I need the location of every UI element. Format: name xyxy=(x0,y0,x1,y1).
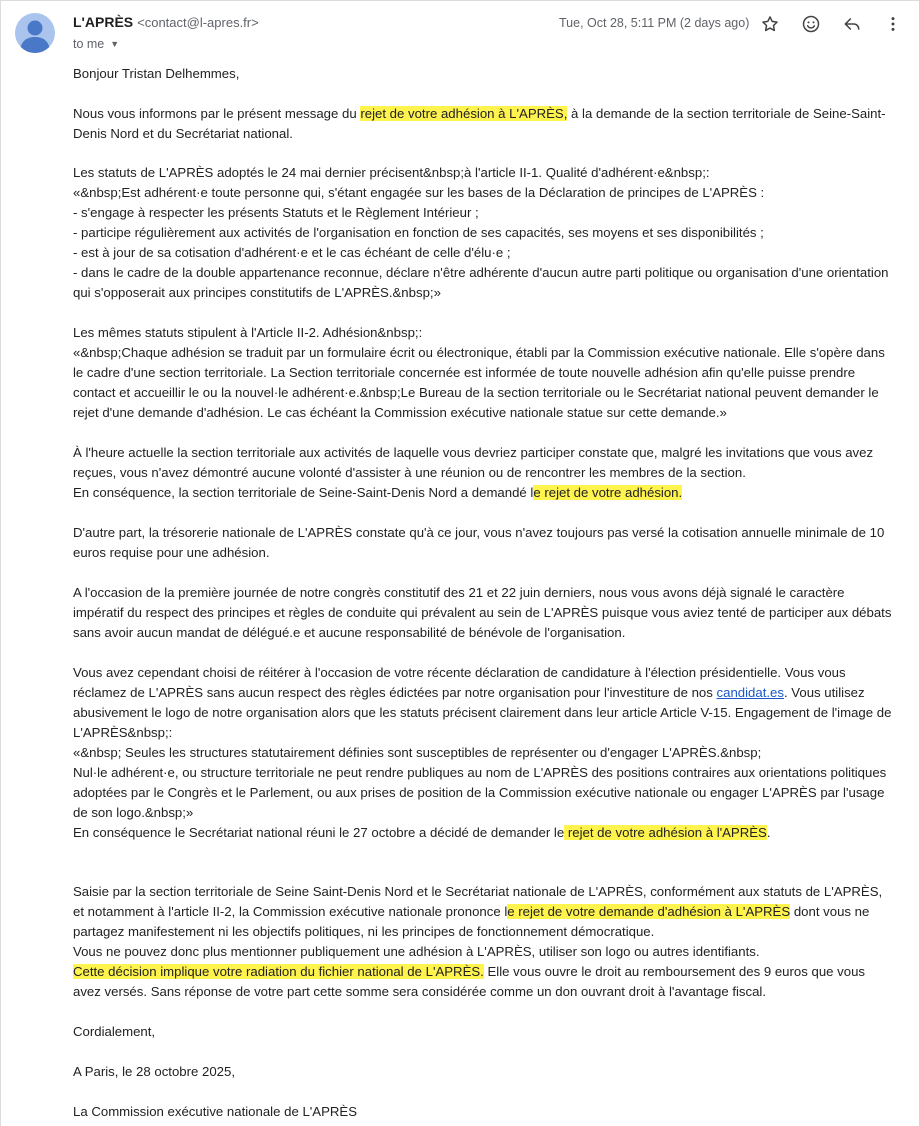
closing: Cordialement, xyxy=(73,1024,156,1039)
emoji-reaction-icon[interactable] xyxy=(799,12,823,36)
text-line: abusivement le logo de notre organisation alors que les statuts précisent clairement dans leur article Article V-15. Engagement de l'image de xyxy=(73,705,892,720)
sender-avatar[interactable] xyxy=(15,13,55,53)
text-line: avez versés. Sans réponse de votre part cette somme sera considérée comme un don ouvrant droit à l'avantage fiscal. xyxy=(73,984,767,999)
paragraph-3 xyxy=(73,323,907,423)
text-line: L'APRÈS&nbsp;: xyxy=(73,725,173,740)
text-line: sans avoir aucun mandat de délégué.e et aucune responsabilité de bénévole de l'organisation. xyxy=(73,625,626,640)
paragraph-1 xyxy=(73,104,907,144)
text-line: qui s'opposerait aux principes constitutifs de L'APRÈS.&nbsp;» xyxy=(73,285,441,300)
text-line: - est à jour de sa cotisation d'adhérent·e et le cas échéant de celle d'élu·e ; xyxy=(73,245,511,260)
text-line: réclamez de L'APRÈS sans aucun respect des règles édictées par notre organisation pour l'investiture de nos xyxy=(73,685,717,700)
highlight: rejet de votre adhésion à L'APRÈS, xyxy=(360,106,568,121)
text-line: Saisie par la section territoriale de Seine Saint-Denis Nord et le Secrétariat nationale de L'APRÈS, conformément aux statuts de L'APRÈS, xyxy=(73,884,883,899)
person-icon xyxy=(15,13,55,53)
reply-icon[interactable] xyxy=(840,12,864,36)
recipient-details-toggle[interactable] xyxy=(73,37,119,51)
text-line: - participe régulièrement aux activités de l'organisation en fonction de ses capacités, ses moyens et ses disponibilités ; xyxy=(73,225,764,240)
paragraph-4 xyxy=(73,443,907,503)
more-vert-icon[interactable] xyxy=(881,12,905,36)
text-line: Elle vous ouvre le droit au remboursement des 9 euros que vous xyxy=(483,964,866,979)
text-line: . Vous utilisez xyxy=(783,685,865,700)
text-line: à la demande de la section territoriale de Seine-Saint-Denis Nord et du Secrétariat national. xyxy=(73,106,886,141)
sender-name[interactable]: L'APRÈS xyxy=(73,14,134,30)
text-line: euros requise pour une adhésion. xyxy=(73,545,270,560)
email-date: Tue, Oct 28, 5:11 PM (2 days ago) xyxy=(559,16,750,30)
highlight: e rejet de votre adhésion. xyxy=(533,485,683,500)
text-line: Les statuts de L'APRÈS adoptés le 24 mai dernier précisent&nbsp;à l'article II-1. Qualité d'adhérent·e&nbsp;: xyxy=(73,165,710,180)
sender-email: <contact@l-apres.fr> xyxy=(137,15,259,30)
text-line: «&nbsp;Est adhérent·e toute personne qui, s'étant engagée sur les bases de la Déclaration de principes de L'APRÈS : xyxy=(73,185,765,200)
text-line: En conséquence, la section territoriale de Seine-Saint-Denis Nord a demandé l xyxy=(73,485,534,500)
text-line: Vous ne pouvez donc plus mentionner publiquement une adhésion à L'APRÈS, utiliser son logo ou autres identifiants. xyxy=(73,944,760,959)
text-line: D'autre part, la trésorerie nationale de L'APRÈS constate qu'à ce jour, vous n'avez toujours pas versé la cotisation annuelle minimale de 10 xyxy=(73,525,885,540)
highlight: Cette décision implique votre radiation du fichier national de L'APRÈS. xyxy=(73,964,484,979)
text-line: reçues, vous n'avez démontré aucune volonté d'assister à une réunion ou de rencontrer les membres de la section. xyxy=(73,465,746,480)
text-line: adoptées par le Congrès et le Parlement, ou aux prises de position de la Commission exécutive nationale ou engager L'APRÈS par l'usage xyxy=(73,785,885,800)
candidates-link[interactable]: candidat.es xyxy=(716,685,784,700)
text-line: Nul·le adhérent·e, ou structure territoriale ne peut rendre publiques au nom de L'APRÈS des positions contraires aux orientations politiques xyxy=(73,765,887,780)
text-line: À l'heure actuelle la section territoriale aux activités de laquelle vous devriez participer constate que, malgré les invitations que vous avez xyxy=(73,445,874,460)
text-line: contact et accueillir le ou la nouvel·le adhérent·e.&nbsp;Le Bureau de la section territoriale ou le Secrétariat national peuvent demander le xyxy=(73,385,879,400)
sender-line xyxy=(73,14,259,30)
text-line: A l'occasion de la première journée de notre congrès constitutif des 21 et 22 juin derniers, nous vous avons déjà signalé le caractère xyxy=(73,585,845,600)
text-line: rejet d'une demande d'adhésion. Le cas échéant la Commission exécutive nationale statue sur cette demande.» xyxy=(73,405,727,420)
paragraph-7 xyxy=(73,663,907,843)
chevron-down-icon: ▼ xyxy=(110,39,120,49)
text-line: partagez manifestement ni les objectifs politiques, ni les principes de fonctionnement démocratique. xyxy=(73,924,655,939)
text-line: . xyxy=(766,825,771,840)
text-line: dont vous ne xyxy=(790,904,870,919)
text-line: - s'engage à respecter les présents Statuts et le Règlement Intérieur ; xyxy=(73,205,479,220)
paragraph-6 xyxy=(73,583,907,643)
place-date: A Paris, le 28 octobre 2025, xyxy=(73,1064,236,1079)
text-line: «&nbsp;Chaque adhésion se traduit par un formulaire écrit ou électronique, établi par la Commission exécutive nationale. Elle s'opère dans xyxy=(73,345,885,360)
star-icon[interactable] xyxy=(758,12,782,36)
paragraph-8 xyxy=(73,882,907,1002)
greeting: Bonjour Tristan Delhemmes, xyxy=(73,66,240,81)
text-line: Vous avez cependant choisi de réitérer à l'occasion de votre récente déclaration de candidature à l'élection présidentielle. Vous vous xyxy=(73,665,846,680)
text-line: de son logo.&nbsp;» xyxy=(73,805,194,820)
text-line: et notamment à l'article II-2, la Commission exécutive nationale prononce l xyxy=(73,904,508,919)
signature: La Commission exécutive nationale de L'APRÈS xyxy=(73,1104,358,1119)
text-line: En conséquence le Secrétariat national réuni le 27 octobre a décidé de demander le xyxy=(73,825,565,840)
text-line: Les mêmes statuts stipulent à l'Article II-2. Adhésion&nbsp;: xyxy=(73,325,423,340)
text-line: Nous vous informons par le présent message du xyxy=(73,106,361,121)
text-line: le cadre d'une section territoriale. La Section territoriale concernée est informée de toute nouvelle adhésion afin qu'elle puisse prendre xyxy=(73,365,856,380)
paragraph-2 xyxy=(73,163,907,303)
recipient-label: to me xyxy=(73,37,105,51)
highlight: rejet de votre adhésion à l'APRÈS xyxy=(564,825,767,840)
text-line: - dans le cadre de la double appartenance reconnue, déclare n'être adhérente d'aucun autre parti politique ou organisation d'une orientation xyxy=(73,265,889,280)
text-line: «&nbsp; Seules les structures statutairement définies sont susceptibles de représenter ou d'engager L'APRÈS.&nbsp; xyxy=(73,745,762,760)
text-line: impératif du respect des principes et règles de conduite qui prévalent au sein de L'APRÈS puisque vous aviez tenté de participer aux débats xyxy=(73,605,892,620)
paragraph-5 xyxy=(73,523,907,563)
highlight: e rejet de votre demande d'adhésion à L'APRÈS xyxy=(507,904,791,919)
